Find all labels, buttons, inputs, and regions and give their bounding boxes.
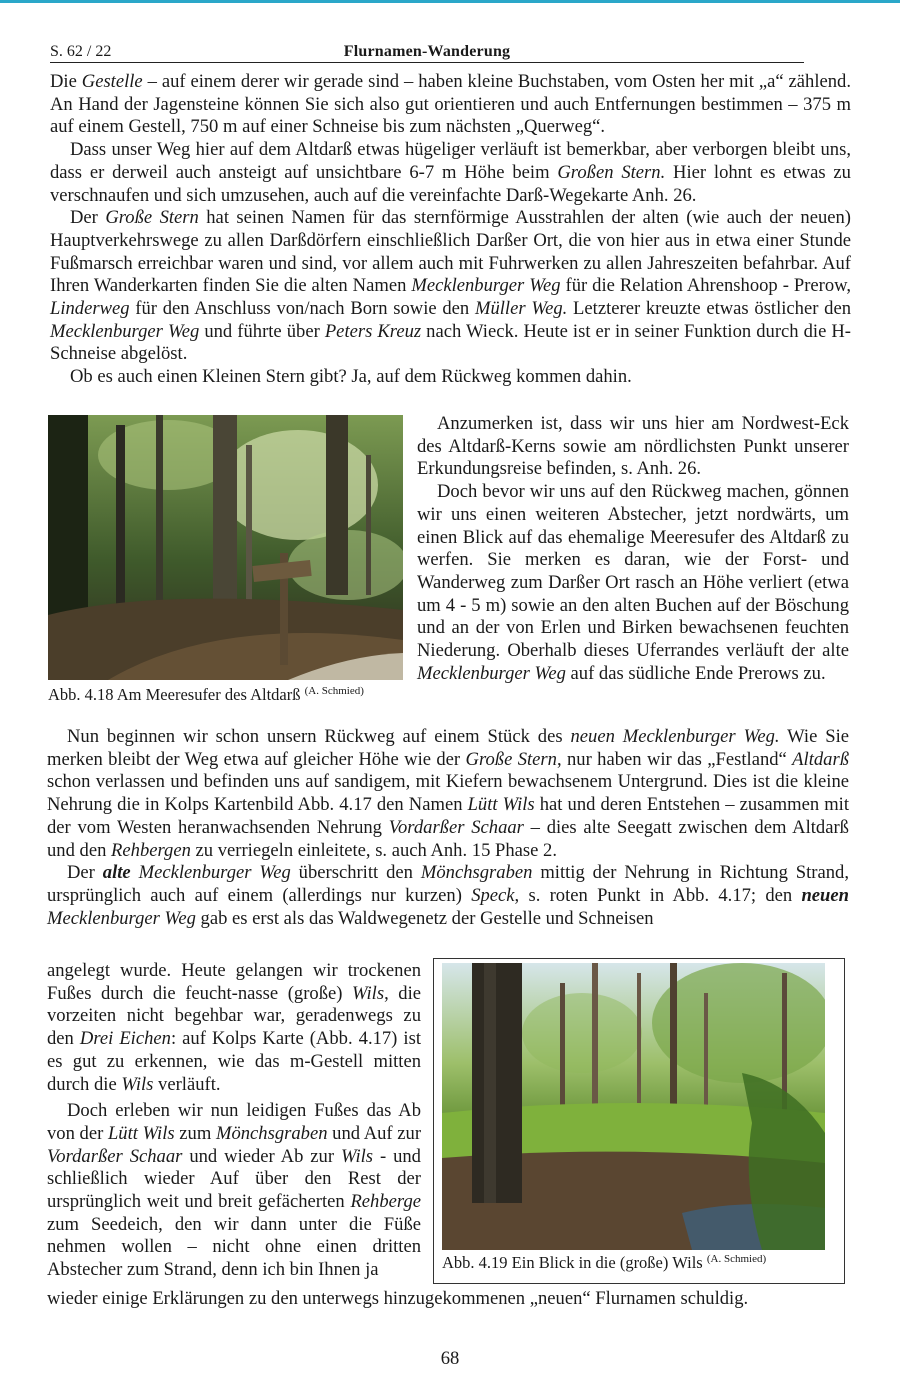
text-block-right-column — [417, 413, 849, 685]
paragraph-3: Der Große Stern hat seinen Namen für das sternförmige Ausstrahlen der alten (wie auch der neuen) Hauptverkehrswege zu allen Darßdörfern einschließlich Darßer Ort, die von hier aus in etwa einer Stunde Fußmarsch erreichbar waren und sind, vor allem auch mit Fuhrwerken zu allen Jahreszeiten befahrbar. Auf Ihren Wanderkarten finden Sie die alten Namen Mecklenburger Weg für die Relation Ahrenshoop - Prerow, Linderweg für den Anschluss von/nach Born sowie den Müller Weg. Letzterer kreuzte etwas östlicher den Mecklenburger Weg und führte über Peters Kreuz nach Wieck. Heute ist er in seiner Funktion durch die H-Schneise abgelöst. — [50, 207, 852, 365]
text-block-middle — [47, 726, 849, 930]
figure-4-19-frame — [433, 958, 845, 1284]
paragraph-8: Der alte Mecklenburger Weg überschritt den Mönchsgraben mittig der Nehrung in Richtung Strand, ursprünglich auch auf einem (allerdings nur kurzen) Speck, s. roten Punkt in Abb. 4.17; den neuen Mecklenburger Weg gab es erst als das Waldwegenetz der Gestelle und Schneisen — [47, 862, 849, 929]
text-block-top — [50, 71, 851, 389]
figure-4-18-caption: Abb. 4.18 Am Meeresufer des Altdarß $^{(A. Schmied)}$ — [48, 685, 364, 704]
figure-4-19-credit: (A. Schmied) — [706, 1253, 767, 1265]
figure-4-18-credit: (A. Schmied) — [304, 685, 364, 697]
paragraph-10: Doch erleben wir nun leidigen Fußes das Ab von der Lütt Wils zum Mönchsgraben und Auf zur Vordarßer Schaar und wieder Ab zur Wils - und schließlich wieder Auf über den Rest der ursprünglich weit und breit gefächerten Rehberge zum Seedeich, den wir dann unter die Füße nehmen wollen – nicht ohne einen dritten Abstecher zum Strand, denn ich bin Ihnen ja — [47, 1100, 422, 1281]
page-reference: S. 62 / 22 — [50, 43, 112, 60]
top-accent-line — [0, 0, 900, 3]
paragraph-2: Dass unser Weg hier auf dem Altdarß etwas hügeliger verläuft ist bemerkbar, aber verborgen bleibt uns, dass er derweil auch ansteigt auf unsichtbare 6-7 m Höhe beim Großen Stern. Hier lohnt es etwas zu verschnaufen und sich umzusehen, auch auf die vereinfachte Darß-Wegekarte Anh. 26. — [50, 139, 851, 206]
wils-forest-image — [442, 963, 825, 1250]
paragraph-9: angelegt wurde. Heute gelangen wir trockenen Fußes durch die feucht-nasse (große) Wils, die vorzeiten nicht begehbar war, geradenwegs zu den Drei Eichen: auf Kolps Karte (Abb. 4.17) ist es gut zu erkennen, wie das m-Gestell mitten durch die Wils verläuft. — [47, 960, 422, 1095]
paragraph-11: wieder einige Erklärungen zu den unterwegs hinzugekommenen „neuen“ Flurnamen schuldig. — [47, 1288, 749, 1309]
paragraph-1: Die Gestelle – auf einem derer wir gerade sind – haben kleine Buchstaben, vom Osten her mit „a“ zählend. An Hand der Jagensteine können Sie sich also gut orientieren und auch Entfernungen bestimmen – 375 m auf einem Gestell, 750 m auf einer Schneise bis zum nächsten „Querweg“. — [50, 71, 851, 138]
photo-wils-forest — [442, 963, 825, 1250]
forest-shore-image — [48, 415, 403, 680]
paragraph-7: Nun beginnen wir schon unsern Rückweg auf einem Stück des neuen Mecklenburger Weg. Wie Sie merken bleibt der Weg etwa auf gleicher Höhe wie der Große Stern, nur haben wir das „Festland“ Altdarß schon verlassen und befinden uns auf sandigem, mit Kiefern bewachsenem Untergrund. Dies ist die kleine Nehrung die in Kolps Kartenbild Abb. 4.17 den Namen Lütt Wils hat und deren Entstehen – zusammen mit der vom Westen heranwachsenden Nehrung Vordarßer Schaar – dies alte Seegatt zwischen dem Altdarß und den Rehbergen zu verriegeln einleitete, s. auch Anh. 15 Phase 2. — [47, 726, 850, 861]
paragraph-5: Anzumerken ist, dass wir uns hier am Nordwest-Eck des Altdarß-Kerns sowie am nördlichsten Punkt unserer Erkundungsreise befinden, s. Anh. 26. — [417, 413, 849, 480]
figure-4-19-caption: Abb. 4.19 Ein Blick in die (große) Wils $^{(A. Schmied)}$ — [442, 1253, 767, 1272]
text-block-bottom — [47, 1288, 849, 1311]
photo-forest-shore — [48, 415, 403, 680]
paragraph-6: Doch bevor wir uns auf den Rückweg machen, gönnen wir uns einen weiteren Abstecher, jetzt nordwärts, um einen Blick auf das ehemalige Meeresufer des Altdarß zu werfen. Sie merken es daran, wie der Forst- und Wanderweg zum Darßer Ort rasch an Höhe verliert (etwa um 4 - 5 m) sowie an den alten Buchen auf der Böschung und an der von Erlen und Birken bewachsenen feuchten Niederung. Oberhalb dieses Uferrandes verläuft der alte Mecklenburger Weg auf das südliche Ende Prerows zu. — [417, 481, 849, 684]
text-block-left-column — [47, 960, 421, 1282]
running-header — [50, 42, 804, 63]
header-title: Flurnamen-Wanderung — [343, 43, 511, 60]
page-number: 68 — [440, 1348, 460, 1369]
paragraph-4: Ob es auch einen Kleinen Stern gibt? Ja, auf dem Rückweg kommen dahin. — [70, 366, 632, 388]
